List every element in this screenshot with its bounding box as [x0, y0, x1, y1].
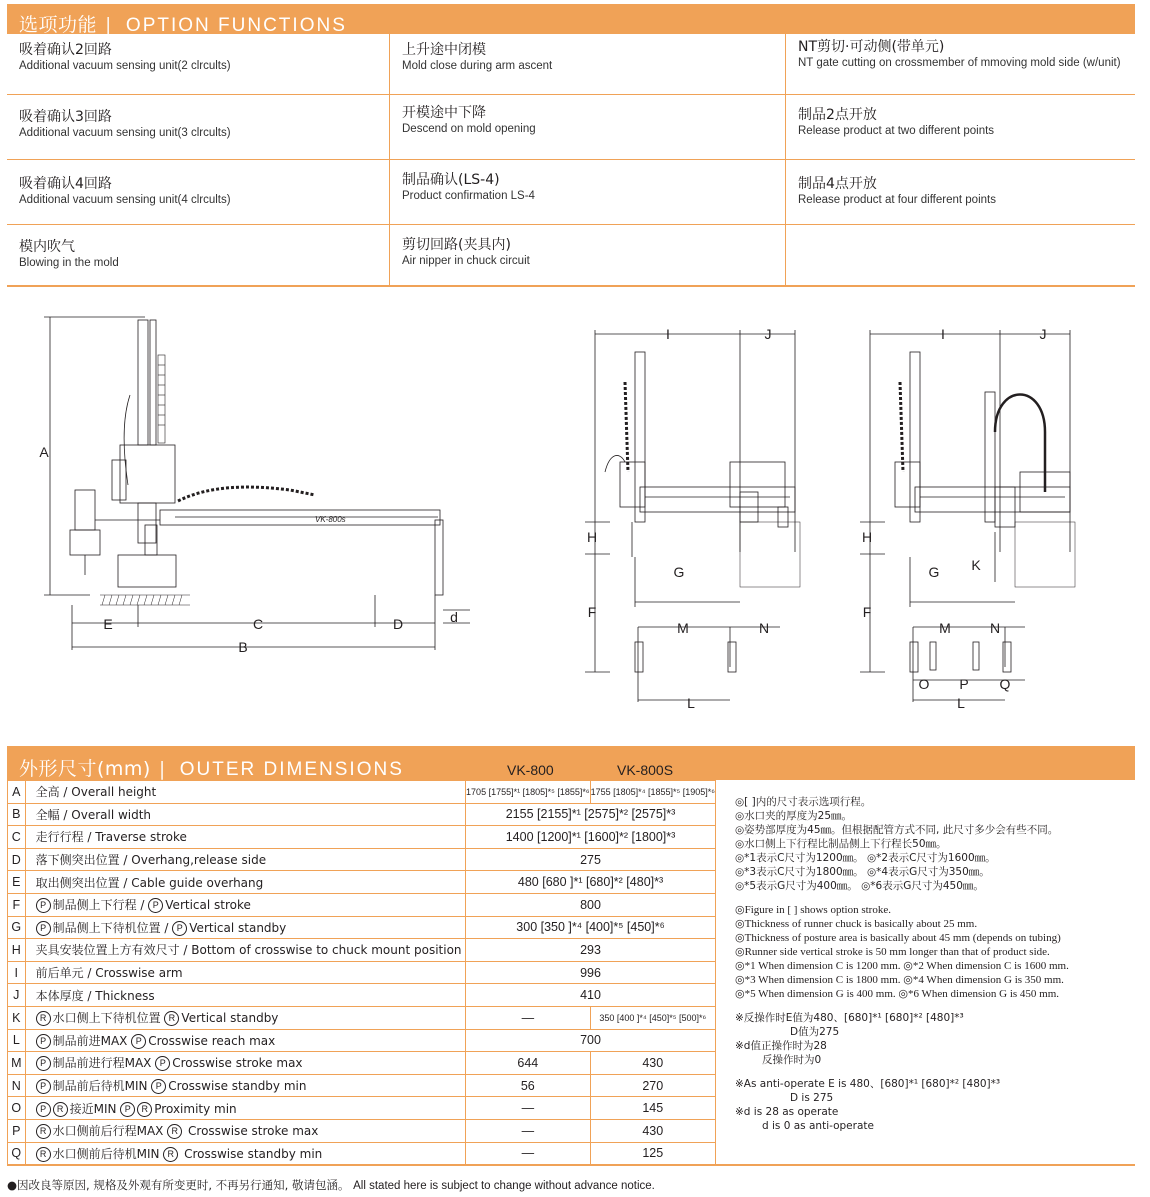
dim-label-j: J	[1039, 326, 1047, 342]
outer-dimensions-header	[7, 746, 1135, 780]
dimension-name-text: 本体厚度 / Thickness	[35, 988, 155, 1003]
title-zh: 外形尺寸(mm)	[19, 758, 151, 780]
circled-mark-icon: P	[151, 1079, 166, 1094]
anti-note-en: ※As anti-operate E is 480、[680]*¹ [680]*² [480]*³	[735, 1078, 1001, 1090]
option-cell	[7, 34, 390, 94]
option-functions-table	[7, 34, 1135, 287]
dimension-name-text: 水口侧前后待机MIN	[52, 1146, 164, 1161]
note-en: ◎Runner side vertical stroke is 50 mm longer than that of product side.	[735, 946, 1050, 958]
circled-mark-icon: R	[164, 1011, 179, 1026]
dimension-value-vk800: 1705 [1755]*¹ [1805]*⁵ [1855]*⁶	[466, 781, 591, 804]
dim-label-p: P	[959, 676, 969, 692]
dimension-value: 2155 [2155]*¹ [2575]*² [2575]*³	[466, 803, 716, 826]
dimension-row	[8, 826, 716, 849]
option-name-zh: 制品确认(LS-4)	[402, 172, 500, 188]
dimension-name	[25, 984, 465, 1007]
dimension-value-vk800s: 430	[590, 1119, 715, 1142]
option-name-en: Descend on mold opening	[402, 123, 536, 135]
title-separator: |	[105, 14, 112, 36]
option-cell	[390, 160, 786, 224]
dimension-row	[8, 871, 716, 894]
option-name-en: Release product at two different points	[798, 125, 995, 137]
circled-mark-icon: R	[36, 1147, 51, 1162]
dimension-name	[25, 871, 465, 894]
dimension-row	[8, 848, 716, 871]
option-name-en: Additional vacuum sensing unit(4 clrcults)	[19, 194, 231, 206]
side-view-drawing	[30, 305, 480, 665]
dimension-value-vk800: 644	[466, 1052, 591, 1075]
circled-mark-icon: P	[155, 1056, 170, 1071]
dimension-name-text: Vertical stroke	[165, 898, 251, 913]
circled-mark-icon: P	[148, 898, 163, 913]
dimension-name-text: 全幅 / Overall width	[35, 807, 152, 822]
option-name-zh: 吸着确认4回路	[19, 176, 112, 192]
option-cell	[390, 225, 786, 285]
note-en: ◎*1 When dimension C is 1200 mm. ◎*2 When dimension C is 1600 mm.	[735, 960, 1069, 972]
option-row	[7, 160, 1135, 225]
option-row	[7, 95, 1135, 160]
dimension-name	[25, 939, 465, 962]
dimension-value: 700	[466, 1029, 716, 1052]
dim-label-d: D	[392, 616, 404, 632]
dim-label-a: A	[39, 444, 49, 460]
dimension-key: L	[8, 1029, 26, 1052]
dim-label-h: H	[586, 529, 598, 545]
option-name-zh: 制品2点开放	[798, 107, 877, 123]
dimension-row	[8, 1074, 716, 1097]
circled-mark-icon: P	[36, 1056, 51, 1071]
circled-mark-icon: P	[36, 898, 51, 913]
option-cell	[390, 34, 786, 94]
dimension-row	[8, 939, 716, 962]
dimension-key: Q	[8, 1142, 26, 1165]
dimension-row	[8, 916, 716, 939]
option-name-zh: NT剪切·可动侧(带单元)	[798, 39, 945, 55]
dimensions-table-body	[8, 781, 716, 1165]
front-view-drawing-vk800s	[855, 322, 1080, 717]
dimension-name-text: 全高 / Overall height	[35, 785, 157, 800]
note-zh: ◎水口侧上下行程比制品侧上下行程长50㎜。	[735, 838, 947, 850]
dimension-value: 800	[466, 893, 716, 916]
circled-mark-icon: P	[172, 921, 187, 936]
dimension-row	[8, 1052, 716, 1075]
note-en: ◎*5 When dimension G is 400 mm. ◎*6 When dimension G is 450 mm.	[735, 988, 1060, 1000]
option-row	[7, 34, 1135, 95]
dimension-key: A	[8, 781, 26, 804]
dimension-name	[25, 848, 465, 871]
circled-mark-icon: R	[137, 1102, 152, 1117]
circled-mark-icon: R	[36, 1011, 51, 1026]
option-name-zh: 模内吹气	[19, 239, 75, 255]
title-en: OPTION FUNCTIONS	[125, 15, 347, 36]
dimension-name-text: Vertical standby	[189, 920, 287, 935]
option-name-en: Additional vacuum sensing unit(3 clrcults)	[19, 127, 231, 139]
anti-note-zh: 反操作时为0	[762, 1054, 822, 1066]
dimension-key: G	[8, 916, 26, 939]
footer-disclaimer	[7, 1177, 655, 1193]
option-name-en: Product confirmation LS-4	[402, 190, 535, 202]
dimension-value-vk800: —	[466, 1097, 591, 1120]
dimension-key: H	[8, 939, 26, 962]
anti-note-en: ※d is 28 as operate	[735, 1106, 839, 1118]
notes-en	[735, 903, 1135, 1001]
dimension-name	[25, 961, 465, 984]
dimension-name-text: Proximity min	[154, 1101, 237, 1116]
option-name-en: Blowing in the mold	[19, 257, 119, 269]
dimension-row	[8, 781, 716, 804]
dim-label-o: O	[918, 676, 930, 692]
dimension-key: O	[8, 1097, 26, 1120]
anti-note-en: D is 275	[790, 1092, 834, 1104]
note-en: ◎Figure in [ ] shows option stroke.	[735, 904, 891, 916]
note-en: ◎Thickness of runner chuck is basically about 25 mm.	[735, 918, 978, 930]
title-separator: |	[158, 758, 166, 780]
dim-label-small-d: d	[450, 609, 458, 625]
note-zh: ◎*3表示C尺寸为1800㎜。 ◎*4表示G尺寸为350㎜。	[735, 866, 990, 878]
circled-mark-icon: P	[36, 1079, 51, 1094]
option-cell	[786, 225, 1135, 285]
dimension-name	[25, 1097, 465, 1120]
dimension-name-text: 制品前后待机MIN	[52, 1079, 152, 1094]
dim-label-g: G	[928, 564, 940, 580]
option-name-zh: 吸着确认3回路	[19, 109, 112, 125]
dimension-name-text: Crosswise standby min	[168, 1079, 307, 1094]
dimension-name-text: 走行行程 / Traverse stroke	[35, 830, 187, 845]
dim-label-f: F	[862, 604, 872, 620]
dimension-row	[8, 1006, 716, 1029]
dim-label-c: C	[252, 616, 264, 632]
dim-label-n: N	[989, 620, 1001, 636]
option-row	[7, 225, 1135, 285]
dimension-name-text: 水口侧上下待机位置	[52, 1011, 165, 1026]
dimension-name-text: 接近MIN	[69, 1101, 121, 1116]
option-functions-header	[7, 4, 1135, 34]
dimension-value-vk800: —	[466, 1119, 591, 1142]
dimension-key: J	[8, 984, 26, 1007]
dim-label-f: F	[587, 604, 597, 620]
dimension-key: B	[8, 803, 26, 826]
footer-en: All stated here is subject to change without advance notice.	[353, 1180, 655, 1192]
note-zh: ◎*5表示G尺寸为400㎜。 ◎*6表示G尺寸为450㎜。	[735, 880, 984, 892]
dimension-value-vk800: —	[466, 1006, 591, 1029]
dimension-name-text: 制品前进行程MAX	[52, 1056, 156, 1071]
note-zh: ◎*1表示C尺寸为1200㎜。 ◎*2表示C尺寸为1600㎜。	[735, 852, 996, 864]
dimension-value: 1400 [1200]*¹ [1600]*² [1800]*³	[466, 826, 716, 849]
dim-label-e: E	[103, 616, 113, 632]
dimension-value-vk800s: 125	[590, 1142, 715, 1165]
dimension-name-text: 水口侧前后行程MAX	[52, 1124, 168, 1139]
option-cell	[7, 160, 390, 224]
dim-label-m: M	[939, 620, 951, 636]
dimension-notes	[735, 795, 1135, 1133]
circled-mark-icon: P	[36, 1034, 51, 1049]
dimension-name-text: 取出侧突出位置 / Cable guide overhang	[35, 875, 264, 890]
dimension-value: 300 [350 ]*⁴ [400]*⁵ [450]*⁶	[466, 916, 716, 939]
dimension-name-text: 制品侧上下行程 /	[52, 898, 149, 913]
dimension-row	[8, 1029, 716, 1052]
dimension-value-vk800s: 430	[590, 1052, 715, 1075]
circled-mark-icon: R	[163, 1147, 178, 1162]
dimension-value: 480 [680 ]*¹ [680]*² [480]*³	[466, 871, 716, 894]
anti-note-zh: ※反操作时E值为480、[680]*¹ [680]*² [480]*³	[735, 1012, 964, 1024]
notes-zh	[735, 795, 1135, 893]
dim-label-h: H	[861, 529, 873, 545]
dimension-name-text: Vertical standby	[181, 1011, 279, 1026]
front-view-drawing-vk800	[580, 322, 805, 717]
option-name-zh: 制品4点开放	[798, 176, 877, 192]
option-name-zh: 上升途中闭模	[402, 42, 486, 58]
dimension-key: C	[8, 826, 26, 849]
dimension-name	[25, 1052, 465, 1075]
dimension-name-text: Crosswise standby min	[180, 1146, 323, 1161]
note-en: ◎Thickness of posture area is basically about 45 mm (depends on tubing)	[735, 932, 1061, 944]
dim-label-g: G	[673, 564, 685, 580]
dimension-key: P	[8, 1119, 26, 1142]
dimension-row	[8, 1097, 716, 1120]
dimension-value: 410	[466, 984, 716, 1007]
dimension-name	[25, 1142, 465, 1165]
model-header-vk800: VK-800	[507, 762, 554, 778]
dimension-name-text: 制品侧上下待机位置 /	[52, 920, 173, 935]
dimension-value-vk800s: 270	[590, 1074, 715, 1097]
dimension-key: M	[8, 1052, 26, 1075]
option-cell	[786, 34, 1135, 94]
dimension-value-vk800s: 145	[590, 1097, 715, 1120]
option-cell	[7, 95, 390, 159]
dimension-name	[25, 826, 465, 849]
option-name-zh: 开模途中下降	[402, 105, 486, 121]
model-header-vk800s: VK-800S	[617, 762, 674, 778]
dimension-name	[25, 1029, 465, 1052]
circled-mark-icon: P	[131, 1034, 146, 1049]
title-en: OUTER DIMENSIONS	[179, 759, 404, 780]
dimension-name	[25, 803, 465, 826]
circled-mark-icon: R	[167, 1124, 182, 1139]
circled-mark-icon: R	[36, 1124, 51, 1139]
dim-label-l: L	[687, 695, 695, 711]
dimension-name-text: 制品前进MAX	[52, 1033, 132, 1048]
anti-note-zh: ※d值正操作时为28	[735, 1040, 827, 1052]
dimension-name-text: 落下侧突出位置 / Overhang,release side	[35, 853, 267, 868]
dimension-name-text: 前后单元 / Crosswise arm	[35, 966, 183, 981]
circled-mark-icon: P	[36, 921, 51, 936]
dimension-value-vk800s: 350 [400 ]*⁴ [450]*⁵ [500]*⁶	[590, 1006, 715, 1029]
anti-note-zh: D值为275	[790, 1026, 840, 1038]
dimension-key: F	[8, 893, 26, 916]
dim-label-q: Q	[999, 676, 1011, 692]
dimension-name	[25, 781, 465, 804]
dimension-value: 996	[466, 961, 716, 984]
option-name-en: NT gate cutting on crossmember of mmoving mold side (w/unit)	[798, 57, 1121, 69]
dim-label-m: M	[677, 620, 689, 636]
option-name-en: Air nipper in chuck circuit	[402, 255, 530, 267]
dimension-name	[25, 1119, 465, 1142]
dimension-key: E	[8, 871, 26, 894]
dimension-name	[25, 1074, 465, 1097]
dim-label-n: N	[758, 620, 770, 636]
dim-label-b: B	[238, 639, 248, 655]
dimension-row	[8, 1119, 716, 1142]
option-cell	[786, 160, 1135, 224]
dimension-name-text: Crosswise stroke max	[172, 1056, 303, 1071]
dimension-key: D	[8, 848, 26, 871]
dim-label-i: I	[666, 326, 670, 342]
dimension-row	[8, 803, 716, 826]
note-zh: ◎[ ]内的尺寸表示选项行程。	[735, 796, 872, 808]
footer-zh: ●因改良等原因, 规格及外观有所变更时, 不再另行通知, 敬请包涵。	[7, 1178, 350, 1192]
circled-mark-icon: R	[53, 1102, 68, 1117]
section-title	[19, 10, 347, 37]
dimension-row	[8, 1142, 716, 1165]
anti-note-en: d is 0 as anti-operate	[762, 1120, 874, 1132]
circled-mark-icon: P	[120, 1102, 135, 1117]
bottom-rule	[7, 1164, 1135, 1166]
outer-dimensions-table	[7, 780, 716, 1165]
title-zh: 选项功能	[19, 14, 98, 36]
option-name-en: Additional vacuum sensing unit(2 clrcults)	[19, 60, 231, 72]
option-name-zh: 吸着确认2回路	[19, 42, 112, 58]
option-cell	[786, 95, 1135, 159]
dimension-key: N	[8, 1074, 26, 1097]
note-zh: ◎姿势部厚度为45㎜。但根据配管方式不同, 此尺寸多少会有些不同。	[735, 824, 1059, 836]
dimension-key: K	[8, 1006, 26, 1029]
dim-label-i: I	[941, 326, 945, 342]
dim-label-l: L	[957, 695, 965, 711]
dimension-row	[8, 893, 716, 916]
option-cell	[390, 95, 786, 159]
dimension-name-text: 夹具安装位置上方有效尺寸 / Bottom of crosswise to chuck mount position	[35, 943, 462, 958]
side-view-model-marking: VK-800s	[315, 515, 346, 524]
dimension-value-vk800: 56	[466, 1074, 591, 1097]
dimension-key: I	[8, 961, 26, 984]
dimension-row	[8, 984, 716, 1007]
section-title	[19, 754, 404, 781]
option-name-en: Release product at four different points	[798, 194, 996, 206]
option-name-en: Mold close during arm ascent	[402, 60, 553, 72]
dimension-value: 275	[466, 848, 716, 871]
circled-mark-icon: P	[36, 1102, 51, 1117]
dimension-name-text: Crosswise reach max	[148, 1033, 276, 1048]
option-name-zh: 剪切回路(夹具内)	[402, 237, 511, 253]
note-zh: ◎水口夹的厚度为25㎜。	[735, 810, 853, 822]
dimension-name	[25, 916, 465, 939]
dimension-row	[8, 961, 716, 984]
dimension-value: 293	[466, 939, 716, 962]
dimension-value-vk800: —	[466, 1142, 591, 1165]
dimension-name	[25, 893, 465, 916]
dimension-name	[25, 1006, 465, 1029]
note-en: ◎*3 When dimension C is 1800 mm. ◎*4 When dimension G is 350 mm.	[735, 974, 1064, 986]
dimension-name-text: Crosswise stroke max	[184, 1124, 319, 1139]
dim-label-k: K	[971, 557, 981, 573]
dimension-value-vk800s: 1755 [1805]*⁴ [1855]*⁵ [1905]*⁶	[590, 781, 715, 804]
option-cell	[7, 225, 390, 285]
dim-label-j: J	[764, 326, 772, 342]
